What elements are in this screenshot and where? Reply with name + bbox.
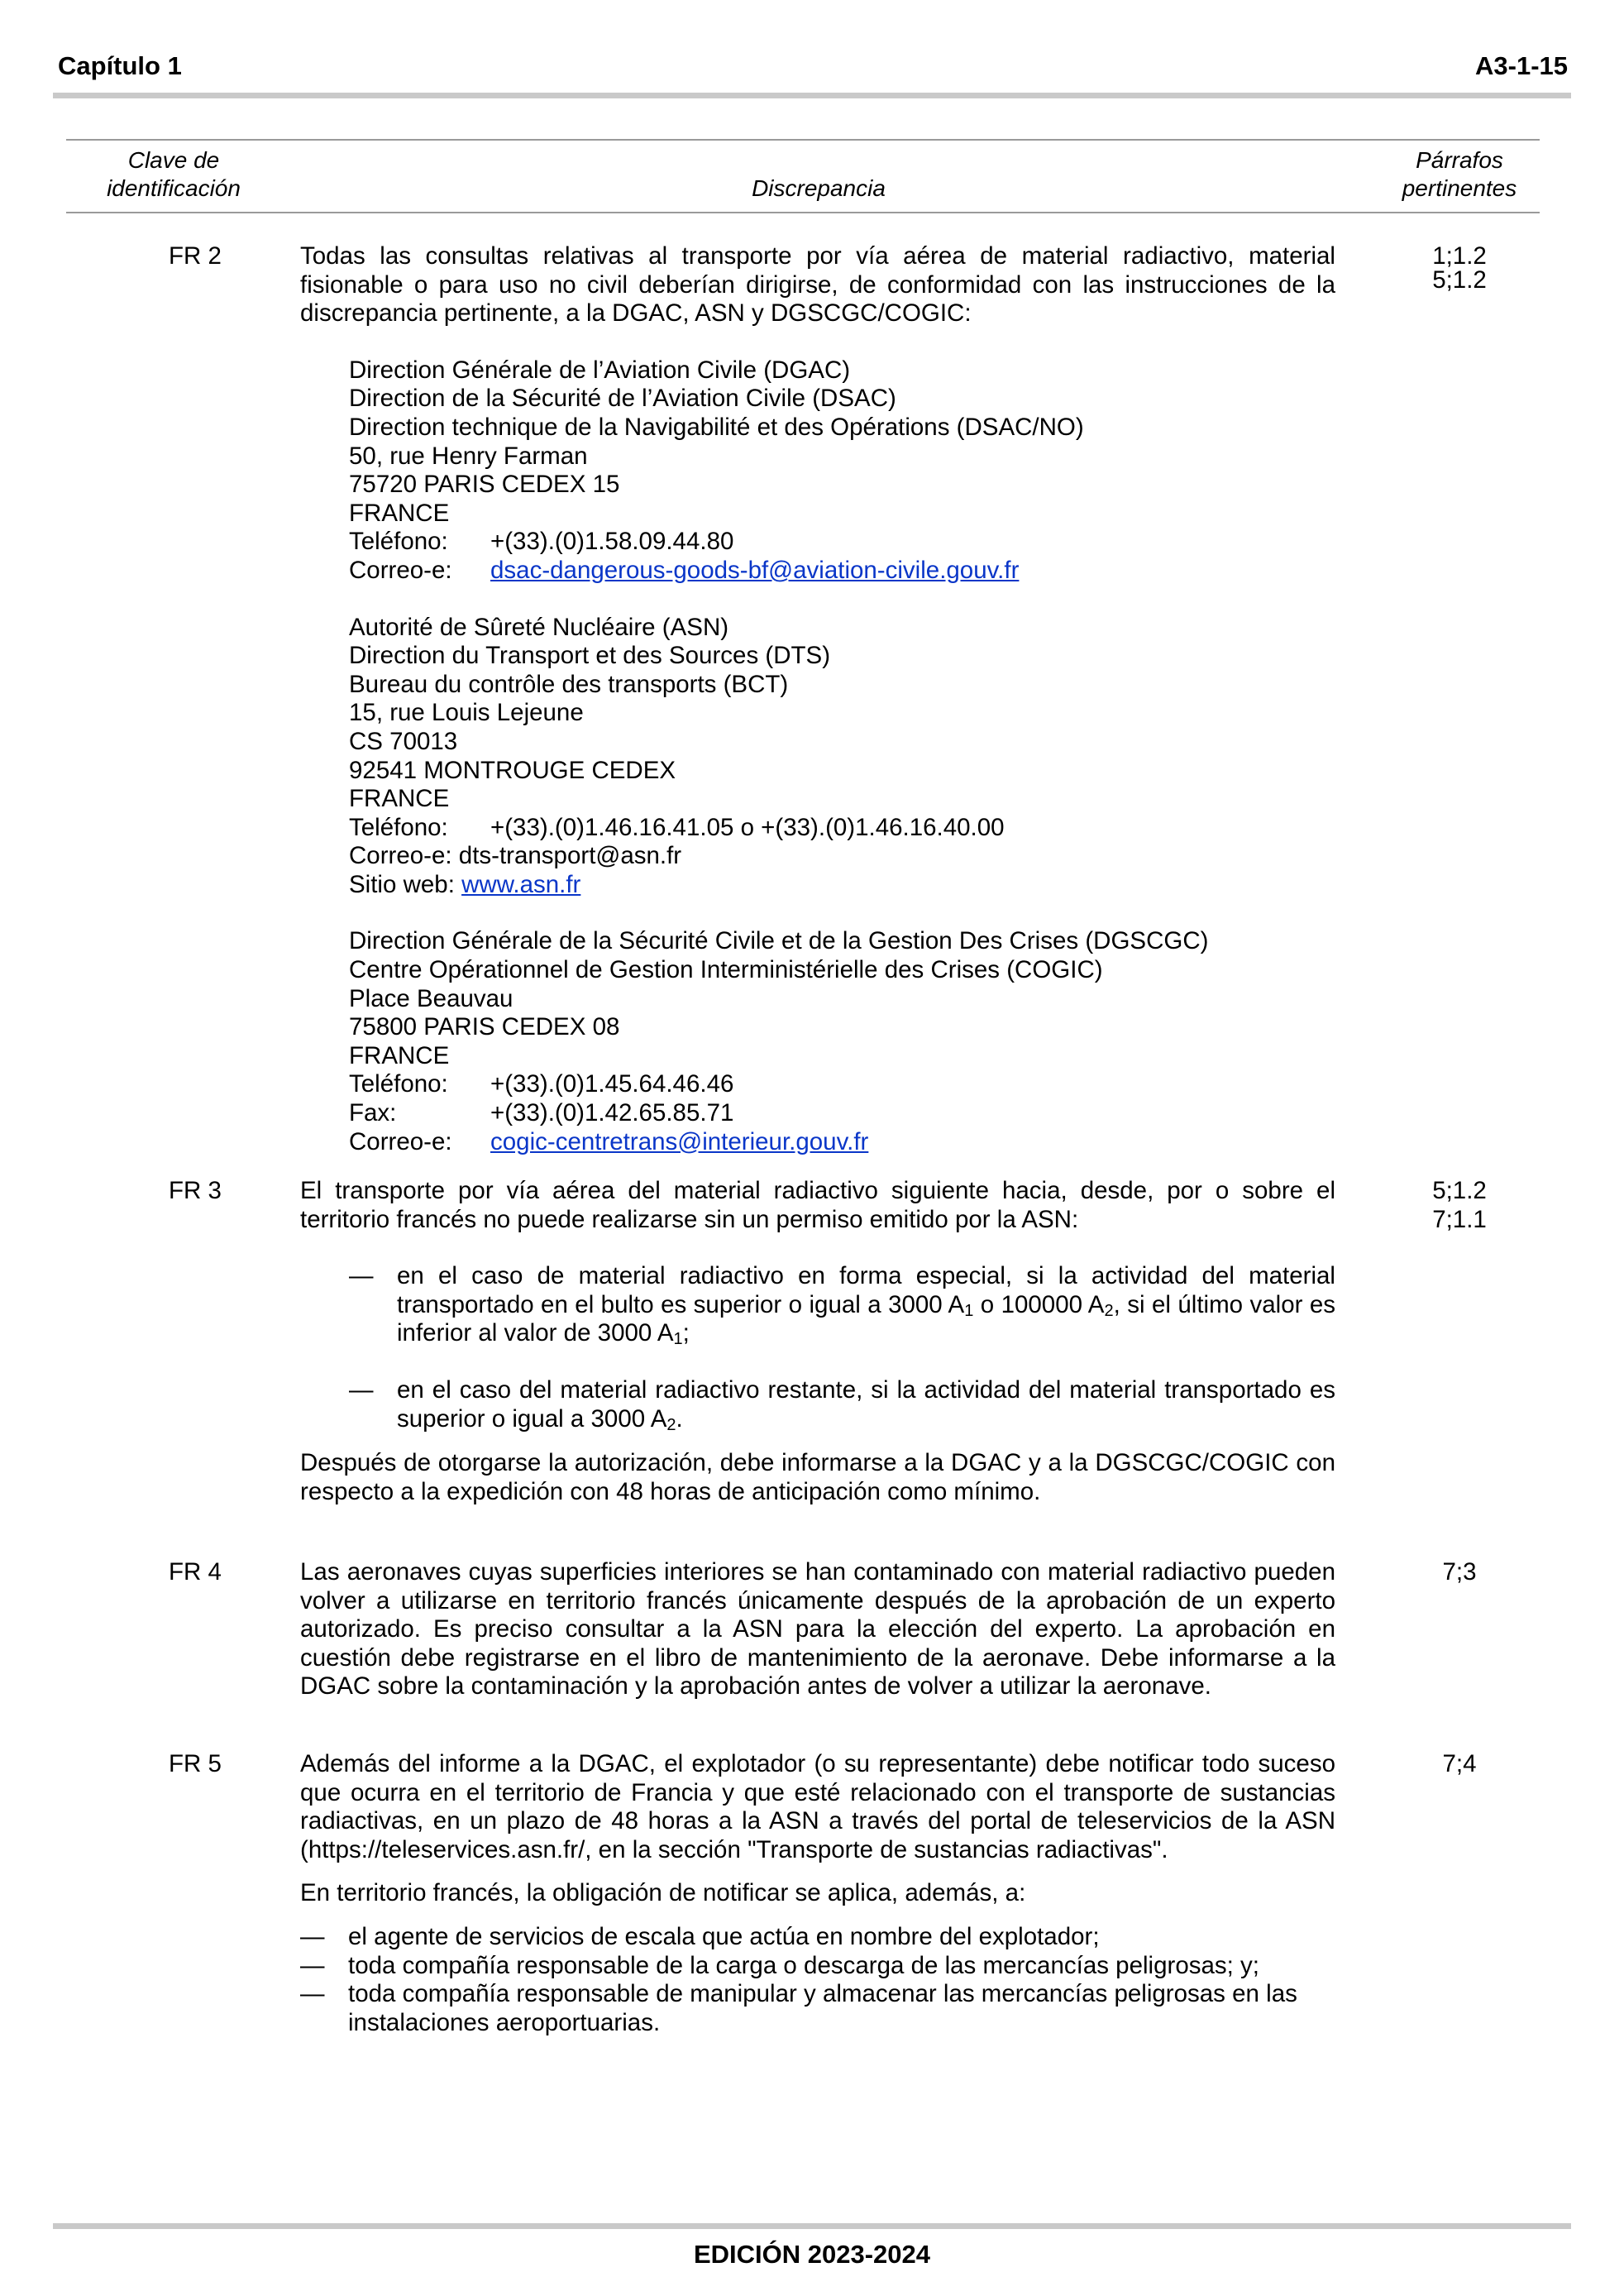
text-segment: . [676, 1404, 683, 1433]
phone-value: +(33).(0)1.58.09.44.80 [490, 528, 734, 556]
address-line: 50, rue Henry Farman [349, 442, 588, 470]
cogic-email-link[interactable]: cogic-centretrans@interieur.gouv.fr [490, 1127, 869, 1155]
address-line: 75800 PARIS CEDEX 08 [349, 1013, 620, 1041]
asn-address-block [300, 614, 1335, 900]
column-header-key [83, 146, 265, 203]
chapter-title: Capítulo 1 [58, 51, 182, 80]
address-line: 75720 PARIS CEDEX 15 [349, 471, 620, 499]
subscript: 2 [666, 1415, 676, 1434]
fr2-intro: Todas las consultas relativas al transporte por vía aérea de material radiactivo, material fisionable o para uso no civil deberían dirigirse, de conformidad con las instrucciones de la discrepancia pertinente, a la DGAC, ASN y DGSCGC/COGIC: [300, 242, 1335, 328]
fr4-text: Las aeronaves cuyas superficies interiores se han contaminado con material radiactivo pueden volver a utilizarse en territorio francés únicamente después de la aprobación de un experto autorizado. Es preciso consultar a la ASN para la elección del experto. La aprobación en cuestión debe registrarse en el libro de mantenimiento de la aeronave. Debe informarse a la DGAC sobre la contaminación y la aprobación antes de volver a utilizar la aeronave. [300, 1558, 1335, 1700]
table-top-rule [66, 139, 1540, 141]
list-item-text [397, 1262, 1335, 1348]
dash-bullet: — [300, 1922, 325, 1950]
address-line: 15, rue Louis Lejeune [349, 699, 584, 727]
dgac-phone-row [349, 528, 1335, 557]
ref-item: 7;3 [1442, 1558, 1477, 1586]
subscript: 2 [1104, 1301, 1114, 1320]
subscript: 1 [964, 1301, 974, 1320]
dgscgc-address-block [300, 927, 1335, 1156]
page-reference: A3-1-15 [1475, 51, 1568, 80]
phone-value: +(33).(0)1.46.16.41.05 o +(33).(0)1.46.16.40.00 [490, 813, 1005, 841]
phone-label: Teléfono: [349, 528, 448, 556]
dgac-email-row [349, 557, 1335, 586]
table-header-rule [66, 212, 1540, 213]
ref-item: 7;4 [1442, 1750, 1477, 1777]
asn-phone-row [349, 814, 1335, 843]
dash-bullet: — [300, 1951, 325, 1979]
row-discrepancy-fr2 [300, 242, 1335, 1156]
list-item-text: el agente de servicios de escala que actúa en nombre del explotador; [348, 1922, 1100, 1950]
row-discrepancy-fr4 [300, 1558, 1335, 1701]
list-item-text: toda compañía responsable de manipular y almacenar las mercancías peligrosas en las instalaciones aeroportuarias. [348, 1980, 1297, 2036]
web-label: Sitio web: [349, 870, 462, 898]
list-item [300, 1262, 1335, 1348]
list-item-text: toda compañía responsable de la carga o descarga de las mercancías peligrosas; y; [348, 1951, 1259, 1979]
dash-bullet: — [349, 1375, 374, 1404]
fr3-intro: El transporte por vía aérea del material radiactivo siguiente hacia, desde, por o sobre el territorio francés no puede realizarse sin un permiso emitido por la ASN: [300, 1177, 1335, 1233]
edition-footer: EDICIÓN 2023-2024 [693, 2240, 931, 2269]
phone-value: +(33).(0)1.45.64.46.46 [490, 1070, 734, 1098]
column-header-key-line2: identificación [107, 175, 241, 201]
phone-label: Teléfono: [349, 813, 448, 841]
row-refs-fr5 [1406, 1750, 1513, 1779]
row-refs-fr4 [1406, 1558, 1513, 1587]
dgac-address-block [300, 356, 1335, 586]
email-label: Correo-e: [349, 1127, 452, 1155]
address-line: CS 70013 [349, 727, 458, 755]
ref-item: 1;1.2 [1432, 242, 1487, 270]
text-segment: en el caso de material radiactivo en forma especial, si la actividad del material transportado en el bulto es superior o igual a 3000 A [397, 1262, 1335, 1318]
address-line: Centre Opérationnel de Gestion Interministérielle des Crises (COGIC) [349, 956, 1103, 984]
fr5-intro2: En territorio francés, la obligación de notificar se aplica, además, a: [300, 1879, 1026, 1907]
dgac-email-link[interactable]: dsac-dangerous-goods-bf@aviation-civile.gouv.fr [490, 556, 1020, 584]
address-line: Autorité de Sûreté Nucléaire (ASN) [349, 613, 729, 641]
footer-divider [53, 2223, 1571, 2229]
dgscgc-email-row [349, 1128, 1335, 1157]
page-header [56, 51, 1568, 84]
fax-label: Fax: [349, 1099, 397, 1127]
ref-item: 5;1.2 [1432, 265, 1487, 294]
column-header-paragraphs-line2: pertinentes [1402, 175, 1517, 201]
text-segment: o 100000 A [973, 1290, 1105, 1318]
dash-bullet: — [349, 1262, 374, 1290]
fr3-after-text: Después de otorgarse la autorización, debe informarse a la DGAC y a la DGSCGC/COGIC con respecto a la expedición con 48 horas de anticipación como mínimo. [300, 1449, 1335, 1505]
column-header-paragraphs-line1: Párrafos [1416, 147, 1503, 173]
row-discrepancy-fr5 [300, 1750, 1335, 2037]
column-header-discrepancy: Discrepancia [752, 175, 886, 201]
fr5-text: Además del informe a la DGAC, el explotador (o su representante) debe notificar todo suceso que ocurra en el territorio de Francia y que esté relacionado con el transporte de sustancias radiactivas, en un plazo de 48 horas a la ASN a través del portal de teleservicios de la ASN (https://teleservices.asn.fr/, en la sección "Transporte de sustancias radiactivas". [300, 1750, 1335, 1863]
text-segment: ; [682, 1319, 690, 1347]
ref-item: 7;1.1 [1432, 1205, 1487, 1233]
address-line: FRANCE [349, 1041, 450, 1069]
address-line: FRANCE [349, 785, 450, 813]
column-header-paragraphs [1368, 146, 1550, 203]
list-item [300, 1376, 1335, 1433]
address-line: Place Beauvau [349, 984, 513, 1012]
row-refs-fr3 [1406, 1177, 1513, 1234]
dgscgc-phone-row [349, 1070, 1335, 1099]
email-label: Correo-e: [349, 556, 452, 584]
address-line: Bureau du contrôle des transports (BCT) [349, 670, 789, 698]
text-segment: , si el último valor es inferior al valor de 3000 A [397, 1290, 1336, 1347]
row-key-fr5: FR 5 [169, 1750, 222, 1777]
row-key-fr3: FR 3 [169, 1177, 222, 1204]
row-refs-fr2 [1406, 242, 1513, 294]
row-key-fr4: FR 4 [169, 1558, 222, 1586]
address-line: FRANCE [349, 499, 450, 527]
asn-email-line: Correo-e: dts-transport@asn.fr [349, 842, 682, 870]
address-line: Direction Générale de la Sécurité Civile et de la Gestion Des Crises (DGSCGC) [349, 927, 1209, 955]
row-discrepancy-fr3 [300, 1177, 1335, 1506]
ref-item: 5;1.2 [1432, 1177, 1487, 1204]
asn-web-row [349, 871, 1335, 900]
text-segment: en el caso del material radiactivo restante, si la actividad del material transportado es superior o igual a 3000 A [397, 1375, 1335, 1433]
asn-web-link[interactable]: www.asn.fr [461, 870, 581, 898]
subscript: 1 [673, 1330, 683, 1349]
dgscgc-fax-row [349, 1099, 1335, 1128]
header-divider [53, 93, 1571, 98]
list-item [300, 1952, 1335, 1981]
list-item [300, 1980, 1335, 2037]
address-line: Direction du Transport et des Sources (DTS) [349, 642, 831, 670]
address-line: 92541 MONTROUGE CEDEX [349, 756, 676, 784]
phone-label: Teléfono: [349, 1070, 448, 1098]
address-line: Direction Générale de l’Aviation Civile (DGAC) [349, 356, 851, 384]
column-header-key-line1: Clave de [127, 147, 220, 173]
address-line: Direction technique de la Navigabilité et des Opérations (DSAC/NO) [349, 413, 1084, 441]
row-key-fr2: FR 2 [169, 242, 222, 270]
list-item [300, 1923, 1335, 1952]
dash-bullet: — [300, 1980, 325, 2008]
address-line: Direction de la Sécurité de l’Aviation Civile (DSAC) [349, 385, 896, 413]
fax-value: +(33).(0)1.42.65.85.71 [490, 1099, 734, 1127]
fr5-list [300, 1923, 1335, 2037]
list-item-text [397, 1376, 1335, 1433]
